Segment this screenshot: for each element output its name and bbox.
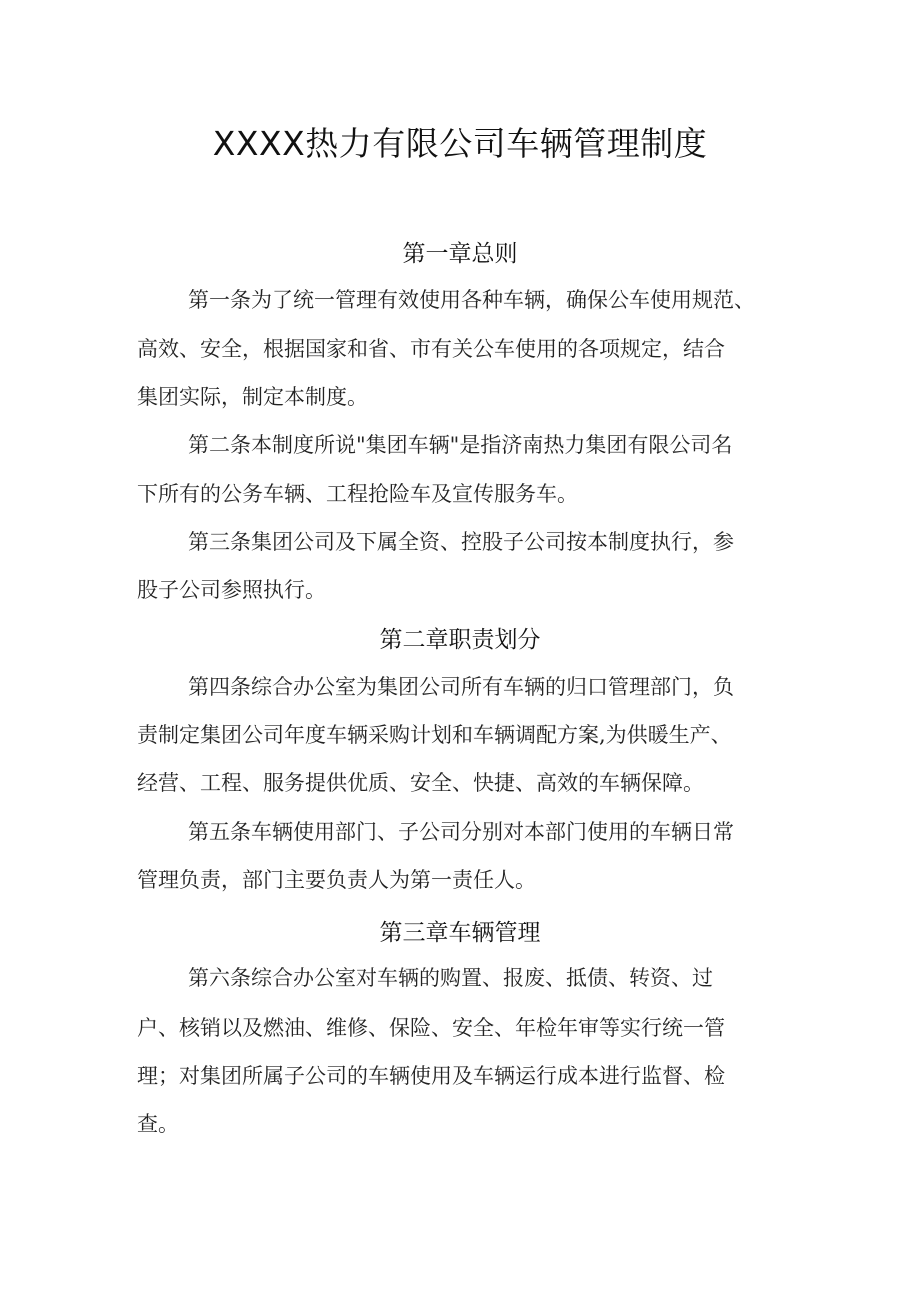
article-5-line-1: 第五条车辆使用部门、子公司分别对本部门使用的车辆日常	[188, 820, 734, 844]
article-1-line-1: 第一条为了统一管理有效使用各种车辆，确保公车使用规范、	[188, 288, 755, 312]
article-1-line-2: 高效、安全，根据国家和省、市有关公车使用的各项规定，结合	[137, 337, 725, 361]
chapter-heading-1: 第一章总则	[402, 241, 518, 267]
article-4-line-2: 责制定集团公司年度车辆采购计划和车辆调配方案,为供暖生产、	[137, 723, 732, 747]
article-6-line-1: 第六条综合办公室对车辆的购置、报废、抵债、转资、过	[188, 966, 713, 990]
article-1-line-3: 集团实际，制定本制度。	[137, 385, 368, 409]
chapter-heading-3: 第三章车辆管理	[379, 920, 541, 946]
document-title: XXXX热力有限公司车辆管理制度	[212, 124, 708, 163]
article-4-line-1: 第四条综合办公室为集团公司所有车辆的归口管理部门，负	[188, 675, 734, 699]
article-2-line-2: 下所有的公务车辆、工程抢险车及宣传服务车。	[137, 482, 578, 506]
article-3-line-1: 第三条集团公司及下属全资、控股子公司按本制度执行，参	[188, 530, 734, 554]
article-2-line-1: 第二条本制度所说"集团车辆"是指济南热力集团有限公司名	[188, 433, 733, 457]
article-6-line-4: 查。	[137, 1112, 179, 1136]
article-6-line-3: 理；对集团所属子公司的车辆使用及车辆运行成本进行监督、检	[137, 1064, 725, 1088]
chapter-heading-2: 第二章职责划分	[379, 627, 541, 653]
article-5-line-2: 管理负责，部门主要负责人为第一责任人。	[137, 868, 536, 892]
article-6-line-2: 户、核销以及燃油、维修、保险、安全、年检年审等实行统一管	[137, 1016, 725, 1040]
article-3-line-2: 股子公司参照执行。	[137, 578, 326, 602]
article-4-line-3: 经营、工程、服务提供优质、安全、快捷、高效的车辆保障。	[137, 771, 704, 795]
